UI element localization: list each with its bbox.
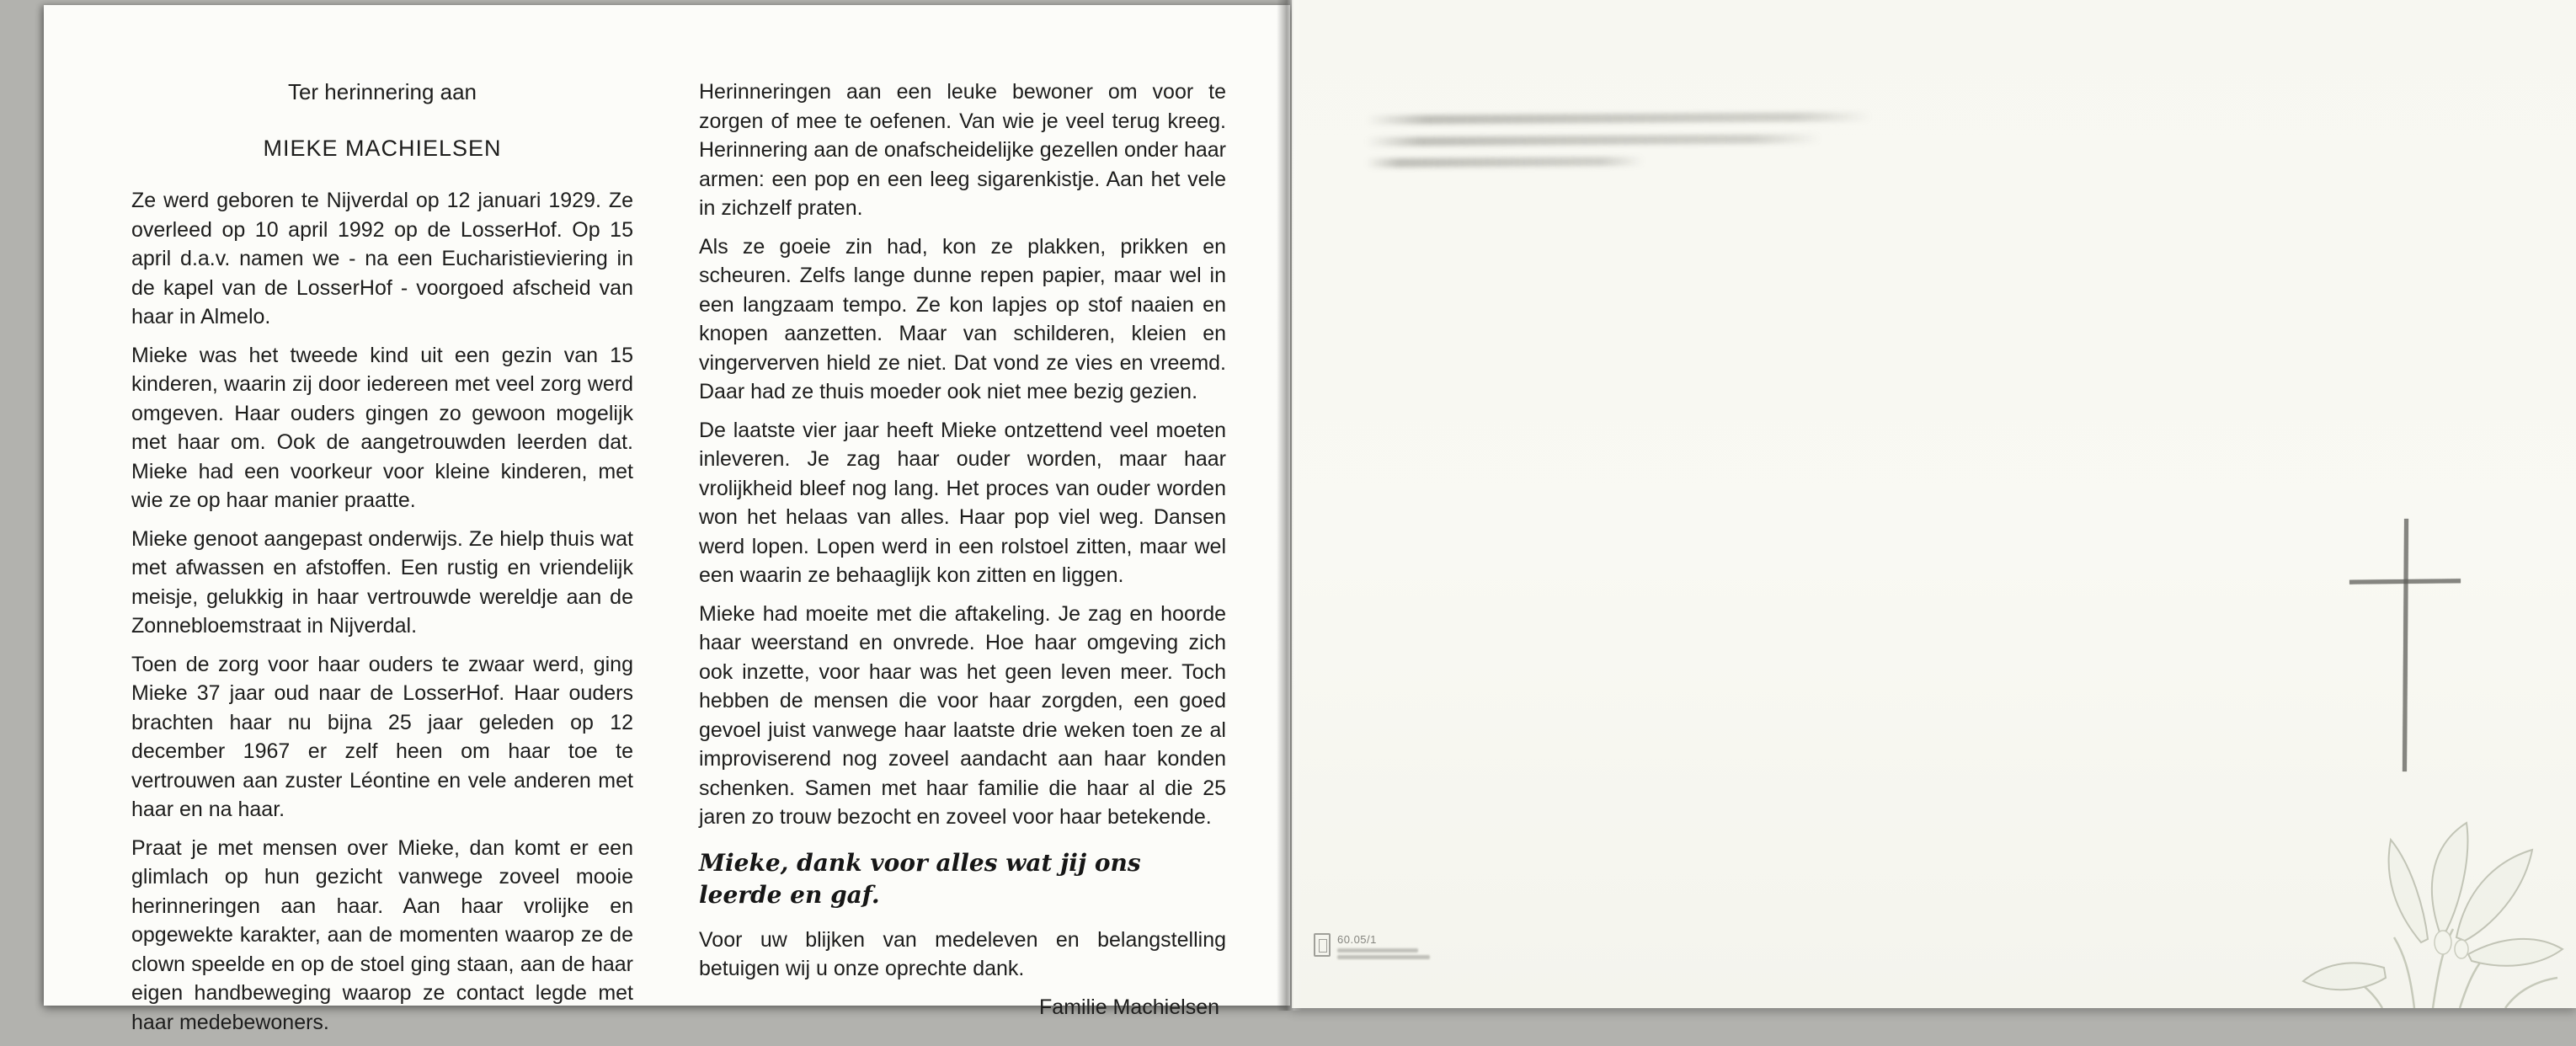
memorial-header: Ter herinnering aan [287, 79, 477, 104]
family-signature: Familie Machielsen [1039, 995, 1219, 1019]
bleed-through-line [1366, 157, 1644, 168]
cross-icon [2349, 579, 2461, 584]
lily-flowers-illustration [2172, 755, 2576, 1008]
printer-logo-icon [1314, 933, 1331, 957]
memorial-paragraph: Toen de zorg voor haar ouders te zwaar werd, ging Mieke 37 jaar oud naar de LosserHof. Haar ouders brachten haar nu bijna 25 jaar geleden op 12 december 1967 er zelf heen om haar toe te vertrouwen aan zuster Léontine en vele anderen met haar en na haar. [131, 652, 633, 822]
printer-smallprint [1337, 948, 1418, 953]
printer-code: 60.05/1 [1337, 933, 1377, 946]
memorial-paragraph: Mieke had moeite met die aftakeling. Je zag en hoorde haar weerstand en onvrede. Hoe haar omgeving zich ook inzette, voor haar was het geen leven meer. Toch hebben de mensen die voor haar zorgden, een goed gevoel juist vanwege haar laatste drie weken toen ze al improviserend nog zoveel aandacht aan haar konden schenken. Samen met haar familie die haar al die 25 jaren zo trouw bezocht en zoveel voor haar betekende. [699, 601, 1226, 829]
bleed-through-line [1366, 112, 1871, 125]
memorial-paragraph: Herinneringen aan een leuke bewoner om voor te zorgen of mee te oefenen. Van wie je veel terug kreeg. Herinnering aan de onafscheidelijke gezellen onder haar armen: een pop en een leeg sigarenkistje. Aan het vele in zichzelf praten. [699, 80, 1226, 220]
card-fold-seam [1277, 0, 1302, 1011]
memorial-paragraph: Ze werd geboren te Nijverdal op 12 januari 1929. Ze overleed op 10 april 1992 op de LosserHof. Op 15 april d.a.v. namen we - na een Eucharistieviering in de kapel van de LosserHof - voorgoed afscheid van haar in Almelo. [131, 189, 633, 329]
deceased-name: MIEKE MACHIELSEN [263, 135, 502, 161]
acknowledgement-text: Voor uw blijken van medeleven en belangstelling betuigen wij u onze oprechte dank. [699, 927, 1226, 981]
memorial-paragraph: Mieke was het tweede kind uit een gezin van 15 kinderen, waarin zij door iedereen met veel zorg werd omgeven. Haar ouders gingen zo gewoon mogelijk met haar om. Ook de aangetrouwden leerden dat. Mieke had een voorkeur voor kleine kinderen, met wie ze op haar manier praatte. [131, 343, 633, 513]
printer-mark [1314, 933, 1430, 959]
printer-text [1337, 933, 1430, 959]
bleed-through-line [1366, 134, 1821, 147]
printer-smallprint [1337, 955, 1430, 959]
bleed-through-text [1366, 101, 1871, 179]
farewell-quote: Mieke, dank voor alles wat jij ons leerde en gaf. [699, 848, 1141, 910]
memorial-paragraph: Praat je met mensen over Mieke, dan komt er een glimlach op hun gezicht vanwege zoveel mooie herinneringen aan haar. Aan haar vrolijke en opgewekte karakter, aan de momenten waarop ze de clown speelde en op de stoel ging staan, aan de haar eigen handbeweging waarop ze contact legde met haar medebewoners. [131, 835, 633, 1034]
memorial-paragraph: De laatste vier jaar heeft Mieke ontzettend veel moeten inleveren. Je zag haar ouder worden, maar haar vrolijkheid bleef nog lang. Het proces van ouder worden won het helaas van alles. Haar pop viel weg. Dansen werd lopen. Lopen werd in een rolstoel zitten, maar wel een waarin ze behaaglijk kon zitten en liggen. [699, 418, 1226, 587]
cross-icon [2403, 519, 2408, 771]
text-column-left [131, 77, 633, 1046]
inside-page [44, 5, 1290, 1034]
memorial-paragraph: Als ze goeie zin had, kon ze plakken, prikken en scheuren. Zelfs lange dunne repen papier, maar wel in een langzaam tempo. Ze kon lapjes op stof naaien en knopen aanzetten. Maar van schilderen, kleien en vingerverven hield ze niet. Dat vond ze vies en vreemd. Daar had ze thuis moeder ook niet mee bezig gezien. [699, 234, 1226, 403]
back-page [1292, 0, 2576, 1008]
memorial-paragraph: Mieke genoot aangepast onderwijs. Ze hielp thuis wat met afwassen en afstoffen. Een rustig en vriendelijk meisje, gelukkig in haar vertrouwde wereldje aan de Zonnebloemstraat in Nijverdal. [131, 526, 633, 638]
text-column-right [699, 77, 1226, 1022]
